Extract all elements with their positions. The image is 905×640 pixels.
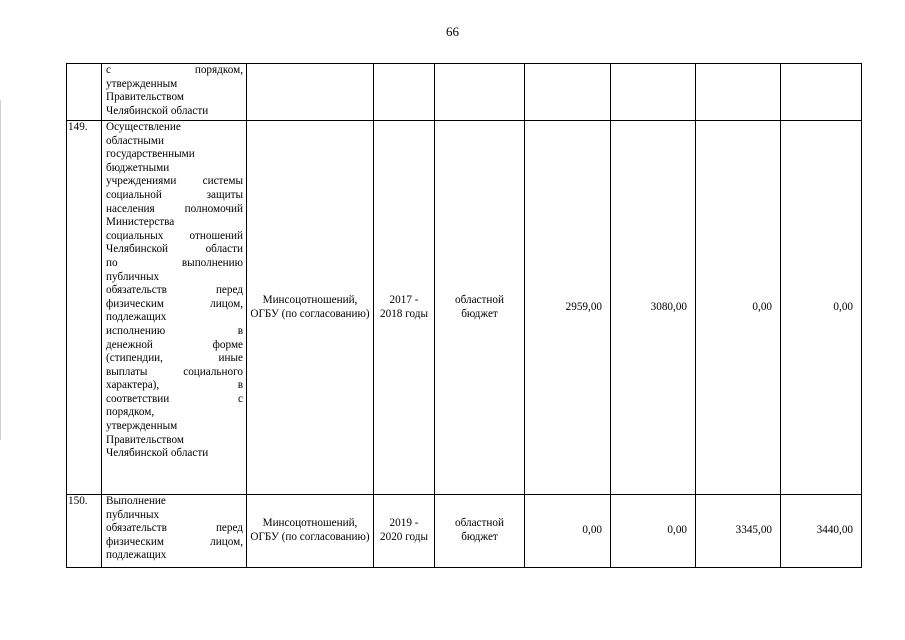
description-line: Министерства — [106, 216, 175, 229]
description-line: социальных отношений — [106, 229, 243, 242]
description-line: (стипендии, иные — [106, 352, 243, 365]
period-cell: 2017 - 2018 годы — [374, 121, 435, 495]
description-line: Правительством — [106, 91, 184, 104]
executor-cell — [247, 64, 374, 121]
amount-cell-2: 3080,00 — [611, 121, 696, 495]
description-line: обязательств перед — [106, 522, 243, 535]
row-number-cell: 149. — [67, 121, 102, 495]
description-line: областными — [106, 134, 164, 147]
funding-source-cell: областной бюджет — [435, 495, 525, 568]
table-row — [67, 121, 862, 495]
description-line: социальной защиты — [106, 188, 243, 201]
description-line: характера), в — [106, 379, 243, 392]
description-cell — [102, 64, 247, 121]
description-line: Челябинской области — [106, 243, 243, 256]
period-cell: 2019 - 2020 годы — [374, 495, 435, 568]
amount-cell-1 — [525, 64, 611, 121]
description-line: с порядком, — [106, 64, 243, 76]
description-line: подлежащих — [106, 311, 167, 324]
description-line: бюджетными — [106, 161, 170, 174]
table-row — [67, 64, 862, 121]
amount-cell-1: 2959,00 — [525, 121, 611, 495]
description-line: утвержденным — [106, 420, 178, 433]
amount-cell-4: 0,00 — [781, 121, 862, 495]
description-line: публичных — [106, 508, 160, 521]
description-line: Выполнение — [106, 495, 166, 507]
funding-source-cell: областной бюджет — [435, 121, 525, 495]
scan-edge-mark — [0, 100, 1, 440]
description-line: соответствии с — [106, 392, 243, 405]
amount-cell-2 — [611, 64, 696, 121]
page-number: 66 — [446, 24, 459, 39]
amount-cell-3: 3345,00 — [696, 495, 781, 568]
description-cell — [102, 121, 247, 495]
table-body — [67, 64, 862, 568]
description-line: Челябинской области — [106, 104, 209, 117]
description-line: физическим лицом, — [106, 297, 243, 310]
amount-cell-4 — [781, 64, 862, 121]
executor-cell: Минсоцотношений, ОГБУ (по согласованию) — [247, 495, 374, 568]
amount-cell-4: 3440,00 — [781, 495, 862, 568]
table-row — [67, 495, 862, 568]
description-line: государственными — [106, 148, 195, 161]
amount-cell-1: 0,00 — [525, 495, 611, 568]
description-line: населения полномочий — [106, 202, 243, 215]
row-number-cell — [67, 64, 102, 121]
description-line: исполнению в — [106, 324, 243, 337]
amount-cell-3 — [696, 64, 781, 121]
description-line: денежной форме — [106, 338, 243, 351]
executor-cell: Минсоцотношений, ОГБУ (по согласованию) — [247, 121, 374, 495]
amount-cell-3: 0,00 — [696, 121, 781, 495]
period-cell — [374, 64, 435, 121]
description-line: Осуществление — [106, 121, 181, 133]
description-line: по выполнению — [106, 256, 243, 269]
description-cell — [102, 495, 247, 568]
description-line: физическим лицом, — [106, 535, 243, 548]
program-activities-table — [66, 63, 862, 568]
description-line: подлежащих — [106, 549, 167, 562]
row-number-cell: 150. — [67, 495, 102, 568]
description-line: обязательств перед — [106, 284, 243, 297]
description-line: порядком, — [106, 406, 155, 419]
amount-cell-2: 0,00 — [611, 495, 696, 568]
description-line: Челябинской области — [106, 447, 209, 460]
description-line: Правительством — [106, 433, 184, 446]
funding-source-cell — [435, 64, 525, 121]
description-line: выплаты социального — [106, 365, 243, 378]
description-line: публичных — [106, 270, 160, 283]
description-line: учреждениями системы — [106, 175, 243, 188]
description-line: утвержденным — [106, 77, 178, 90]
